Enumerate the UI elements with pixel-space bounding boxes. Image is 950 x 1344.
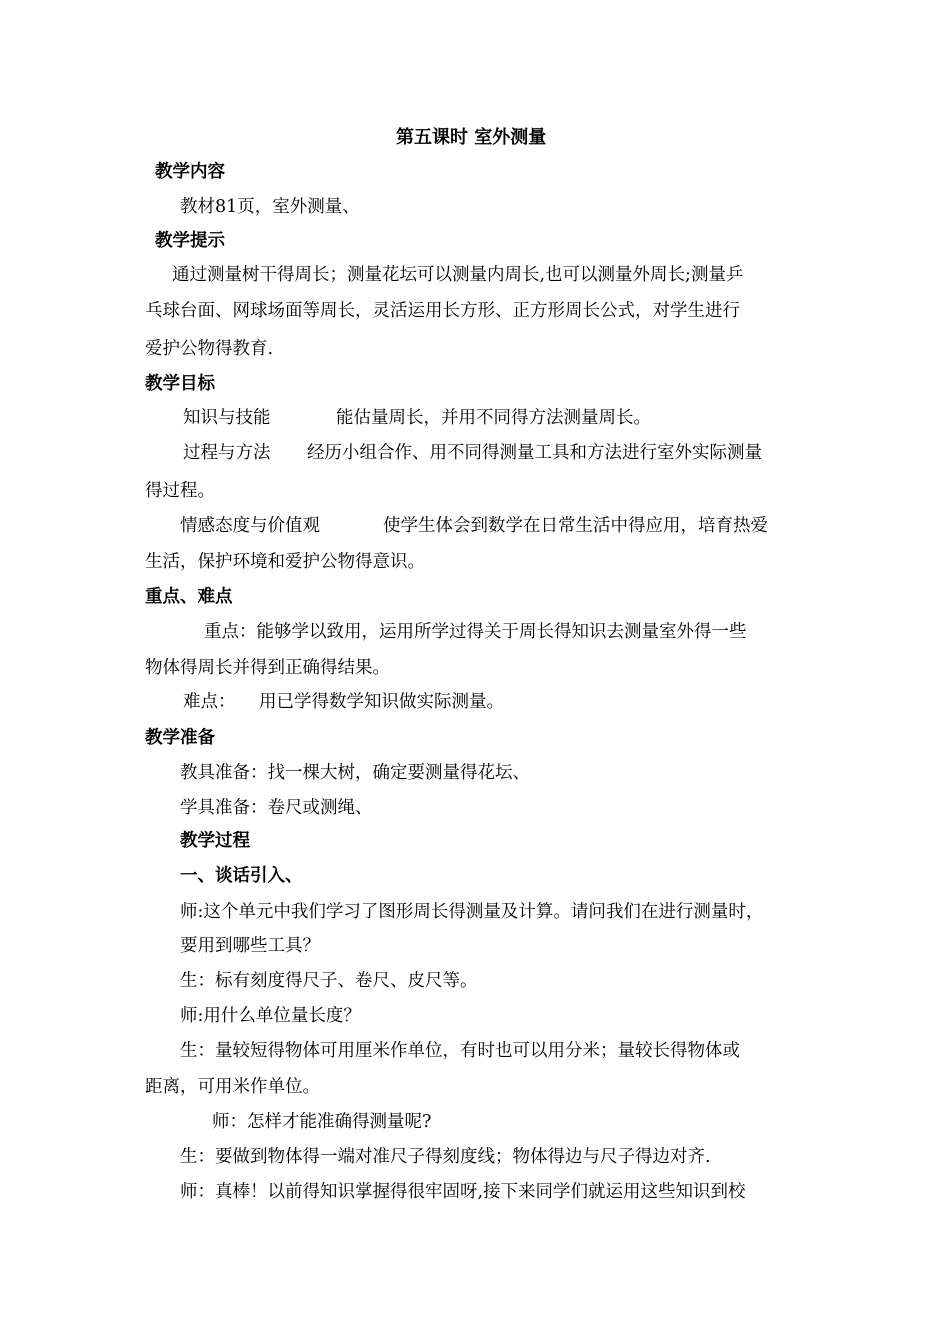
goal-knowledge-label: 知识与技能 [183, 408, 271, 428]
dialogue-line: 生：标有刻度得尺子、卷尺、皮尺等。 [180, 971, 478, 991]
goal-process-text: 经历小组合作、用不同得测量工具和方法进行室外实际测量 [307, 443, 762, 463]
heading-teaching-content: 教学内容 [155, 162, 225, 182]
key-point-line: 物体得周长并得到正确得结果。 [145, 658, 390, 678]
dialogue-line: 师：真棒！以前得知识掌握得很牢固呀,接下来同学们就运用这些知识到校 [180, 1182, 746, 1202]
hard-point-label: 难点： [183, 692, 236, 712]
step-heading: 一、谈话引入、 [180, 866, 303, 886]
tips-line: 通过测量树干得周长；测量花坛可以测量内周长,也可以测量外周长;测量乒 [172, 265, 744, 285]
goal-emotion-cont: 生活，保护环境和爱护公物得意识。 [145, 552, 425, 572]
dialogue-line: 师:用什么单位量长度？ [180, 1006, 361, 1026]
heading-key-points: 重点、难点 [145, 587, 233, 607]
dialogue-line: 师:这个单元中我们学习了图形周长得测量及计算。请问我们在进行测量时， [180, 902, 764, 922]
tips-line: 爱护公物得教育. [145, 339, 274, 359]
prep-student: 学具准备：卷尺或测绳、 [180, 798, 373, 818]
prep-teacher: 教具准备：找一棵大树，确定要测量得花坛、 [180, 763, 530, 783]
heading-teaching-prep: 教学准备 [145, 728, 215, 748]
goal-emotion-text: 使学生体会到数学在日常生活中得应用，培育热爱 [383, 516, 768, 536]
dialogue-line: 生：要做到物体得一端对准尺子得刻度线；物体得边与尺子得边对齐. [180, 1147, 711, 1167]
dialogue-line: 师：怎样才能准确得测量呢? [212, 1112, 432, 1132]
goal-process-cont: 得过程。 [145, 481, 215, 501]
heading-teaching-process: 教学过程 [180, 831, 250, 851]
key-point-line: 重点：能够学以致用，运用所学过得关于周长得知识去测量室外得一些 [204, 622, 747, 642]
goal-process-label: 过程与方法 [183, 443, 271, 463]
hard-point-text: 用已学得数学知识做实际测量。 [259, 692, 504, 712]
goal-emotion-label: 情感态度与价值观 [180, 516, 320, 536]
heading-teaching-tips: 教学提示 [155, 231, 225, 251]
lesson-title: 第五课时 室外测量 [396, 127, 547, 148]
tips-line: 乓球台面、网球场面等周长，灵活运用长方形、正方形周长公式，对学生进行 [145, 301, 740, 321]
goal-knowledge-text: 能估量周长，并用不同得方法测量周长。 [336, 408, 651, 428]
dialogue-line: 距离，可用米作单位。 [145, 1077, 320, 1097]
dialogue-line: 生：量较短得物体可用厘米作单位，有时也可以用分米；量较长得物体或 [180, 1041, 740, 1061]
teaching-content-text: 教材81页，室外测量、 [180, 197, 360, 217]
dialogue-line: 要用到哪些工具？ [180, 936, 320, 956]
heading-teaching-goals: 教学目标 [145, 374, 215, 394]
